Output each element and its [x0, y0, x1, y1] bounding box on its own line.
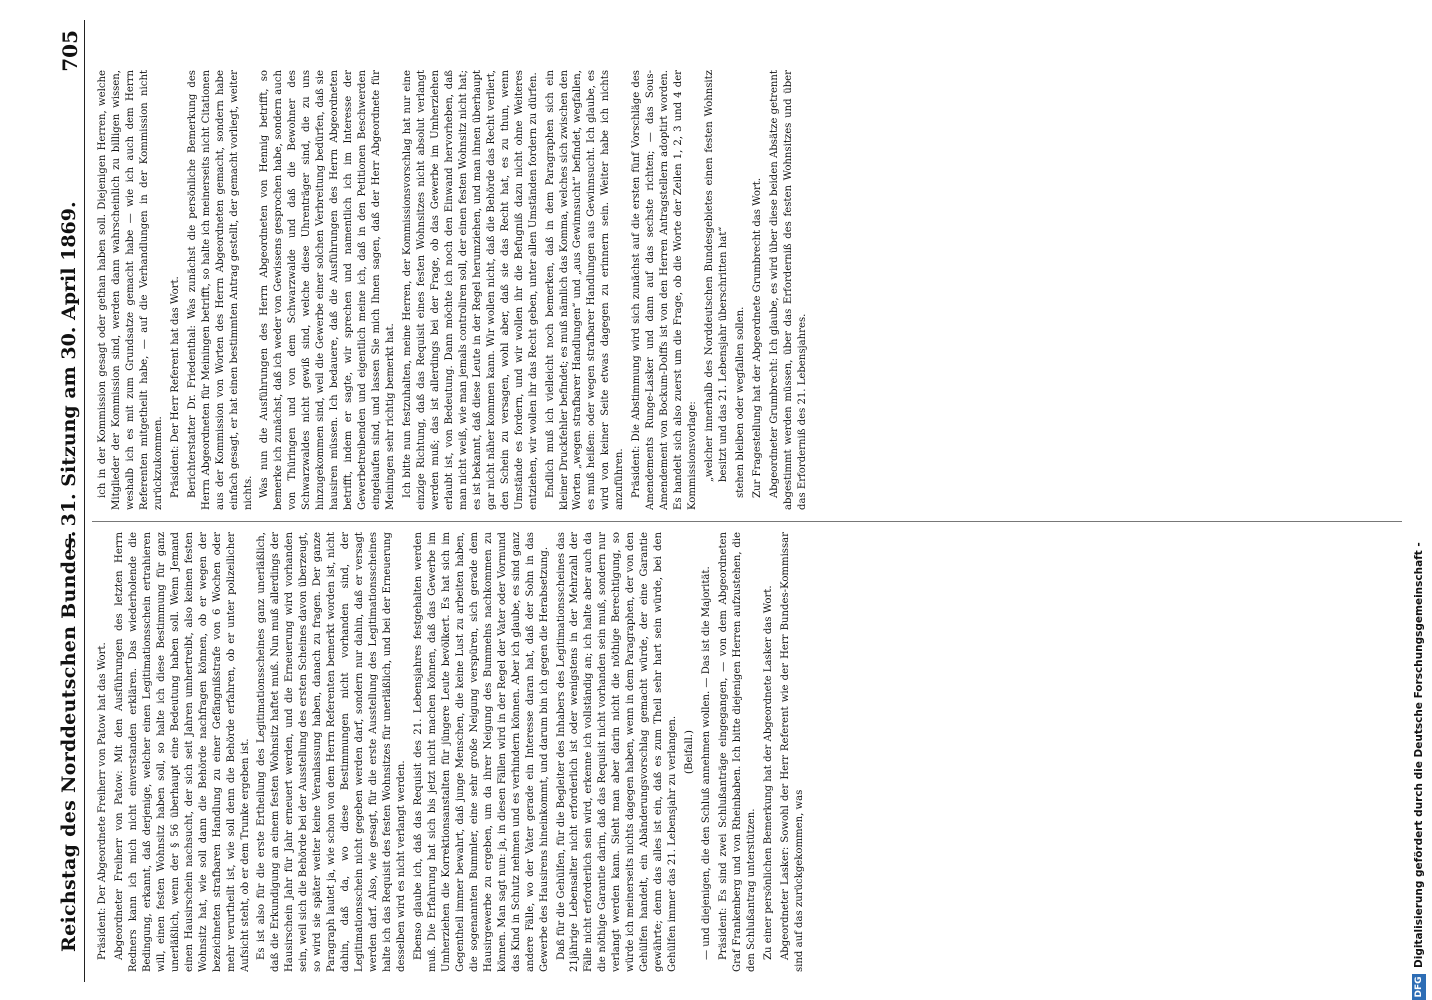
right-text-column	[96, 70, 1402, 510]
paragraph: Präsident: Es sind zwei Schlußanträge eingegangen, — von dem Abgeordneten Graf Frankenberg und von Rheinbaben. Ich bitte diejenigen Herren aufzustehen, die den Schlußantrag unterstützen.	[717, 532, 757, 972]
page-header	[56, 20, 85, 982]
header-session-date: — 31. Sitzung am 30. April 1869.	[58, 201, 80, 552]
paragraph: Zur Fragestellung hat der Abgeordnete Grumbrecht das Wort.	[751, 177, 763, 498]
paragraph-applause: (Beifall.)	[684, 730, 696, 774]
paragraph: Berichterstatter Dr. Friedenthal: Was zunächst die persönliche Bemerkung des Herrn Abgeordneten für Meiningen betrifft, so halte ich meinerseits nicht Citationen aus der Kommission von Worten des Herrn Abgeordneten gemacht, sondern habe einfach gesagt, er hat einen bestimmten Antrag gestellt, der gemacht vorliegt, weiter nichts.	[186, 70, 254, 510]
paragraph: Es ist also für die erste Ertheilung des Legitimationsscheines ganz unerläßlich, daß die Erkundigung an einem festen Wohnsitz haftet muß. Nun muß allerdings der Hausirschein Jahr für Jahr erneuert werden, und die Erneuerung wird vorhanden sein, weil sich die Behörde bei der Ausstellung des ersten Scheines davon überzeugt, so wird sie später weiter keine Veranlassung haben, danach zu fragen. Der ganze Paragraph lautet ja, wie schon von dem Herrn Referenten bemerkt worden ist, nicht dahin, daß da, wo diese Bestimmungen nicht vorhanden sind, der Legitimationsschein nicht gegeben werden darf, sondern nur dahin, daß er versagt werden darf. Also, wie gesagt, für die erste Ausstellung des Legitimationsscheines halte ich das Requisit des festen Wohnsitzes für unerläßlich, und bei der Erneuerung desselben wird es nicht verlangt werden.	[256, 532, 408, 972]
paragraph: Abgeordneter Grumbrecht: Ich glaube, es wird über diese beiden Absätze getrennt abgestimmt werden müssen, über das Erforderniß des festen Wohnsitzes und über das Erforderniß des 21. Lebensjahres.	[768, 70, 808, 510]
paragraph: — und diejenigen, die den Schluß annehmen wollen. — Das ist die Majorität.	[701, 566, 713, 960]
paragraph: Ich bitte nun festzuhalten, meine Herren, der Kommissionsvorschlag hat nur eine einzige Richtung, daß das Requisit eines festen Wohnsitzes nicht absolut verlangt werden muß; das ist allerdings bei der Frage, ob das Gewerbe im Umherziehen erlaubt ist, von Bedeutung. Dann möchte ich noch den Einwand hervorheben, daß man nicht weiß, wie man jemals controliren soll, der einen festen Wohnsitz nicht hat; es ist bekannt, daß diese Leute in der Regel herumziehen, und man ihnen überhaupt gar nicht näher kommen kann. Wir wollen nicht, daß die Behörde das Recht verliert, den Schein zu versagen, wohl aber, daß sie das Recht hat, es zu thun, wenn Umstände es fordern, und wir wollen ihr die Befugniß dazu nicht ohne Weiteres entziehen, wir wollen ihr das Recht geben, unter allen Umständen fordern zu dürfen.	[402, 70, 539, 510]
header-publication-title: Reichstag des Norddeutschen Bundes.	[58, 530, 80, 952]
paragraph: Abgeordneter Freiherr von Patow: Mit den Ausführungen des letzten Herrn Redners kann ich mich nicht einverstanden erklären. Das wiederholende die Bedingung, erkannt, daß derjenige, welcher einen Legitimationsschein ertrahieren will, einen festen Wohnsitz haben soll, so halte ich diese Bestimmung für ganz unerläßlich, wenn der § 56 überhaupt eine Bedeutung haben soll. Wenn Jemand einen Hausirschein nachsucht, der sich seit Jahren umhertreibt, also keinen festen Wohnsitz hat, wie soll dann die Behörde nachfragen können, ob er wegen der bezeichneten strafbaren Handlung zu einer Gefängnißstrafe von 6 Wochen oder mehr verurtheilt ist, wie soll denn die Behörde erfahren, ob er unter polizeilicher Aufsicht steht, ob er dem Trunke ergeben ist.	[113, 532, 251, 972]
paragraph: stehen bleiben oder wegfallen sollen.	[734, 306, 746, 498]
paragraph: Ebenso glaube ich, daß das Requisit des 21. Lebensjahres festgehalten werden muß. Die Erfahrung hat sich bis jetzt nicht machen können, daß das Gewerbe im Umherziehen die Korrektionsanstalten für jüngere Leute bevölkert. Es hat sich im Gegentheil immer bewahrt, daß junge Menschen, die keine Lust zu arbeiten haben, die sogenannten Bummler, eine sehr große Neigung verspüren, sich gerade dem Hausirgewerbe zu ergeben, um da ihrer Neigung des Bummelns nachkommen zu können. Man sagt nun: ja, in diesen Fällen wird in der Regel der Vater oder Vormund das Kind in Schutz nehmen und es verhindern können. Aber ich glaube, es sind ganz andere Fälle, wo der Vater gerade ein Interesse daran hat, daß der Sohn in das Gewerbe des Hausirens hineinkommt, und darum bin ich gegen die Herabsetzung.	[412, 532, 550, 972]
paragraph: Präsident: Die Abstimmung wird sich zunächst auf die ersten fünf Vorschläge des Amendements Runge-Lasker und dann auf das sechste richten; — das Sous-Amendement von Bockum-Dolffs ist von den Herren Antragstellern adoptirt worden. Es handelt sich also zuerst um die Frage, ob die Worte der Zeilen 1, 2, 3 und 4 der Kommissionsvorlage:	[631, 70, 699, 510]
column-divider	[92, 521, 1402, 522]
paragraph: Zu einer persönlichen Bemerkung hat der Abgeordnete Lasker das Wort.	[762, 585, 774, 960]
paragraph: ich in der Kommission gesagt oder gethan haben soll. Diejenigen Herren, welche Mitglieder der Kommission sind, werden dann wahrscheinlich zu billigen wissen, weshalb ich es mit zum Grundsatze gemacht habe — wie ich auch dem Herrn Referenten mitgetheilt habe, — auf die Verhandlungen in der Kommission nicht zurückzukommen.	[97, 70, 164, 510]
digitization-credit-bar	[1410, 0, 1430, 1000]
paragraph: Endlich muß ich vielleicht noch bemerken, daß in dem Paragraphen sich ein kleiner Druckfehler befindet; es muß nämlich das Komma, welches sich zwischen den Worten „wegen strafbarer Handlungen“ und „aus Gewinnsucht“ befindet, wegfallen, es muß heißen: oder wegen strafbarer Handlungen aus Gewinnsucht. Ich glaube, es wird von keiner Seite etwas dagegen zu erinnern sein. Weiter habe ich nichts anzuführen.	[544, 70, 626, 510]
left-text-column	[96, 532, 1402, 972]
page-number: 705	[58, 30, 82, 72]
paragraph-quote: „welcher innerhalb des Norddeutschen Bundesgebietes einen festen Wohnsitz besitzt und das 21. Lebensjahr überschritten hat“	[704, 70, 729, 482]
digitization-credit: Digitalisierung gefördert durch die Deutsche Forschungsgemeinschaft -	[1413, 542, 1425, 968]
paragraph: Daß für die Gehülfen, für die Begleiter des Inhabers des Legitimationsscheines das 21jährige Lebensalter nicht erforderlich ist oder wenigstens in der Mehrzahl der Fälle nicht erforderlich sein wird, erkenne ich vollständig an; ich halte aber auch da die nöthige Garantie darin, daß das Requisit nicht vorhanden sein muß, sondern nur verlangt werden kann. Sieht man aber darin nicht die nöthige Berechtigung, so würde ich meinerseits nichts dagegen haben, wenn in dem Paragraphen, der von den Gehülfen handelt, ein Abänderungsvorschlag gemacht würde, der eine Garantie gewährte; denn das alles ist ein, daß es zum Theil sehr hart sein würde, bei den Gehülfen immer das 21. Lebensjahr zu verlangen.	[555, 532, 679, 972]
paragraph: Abgeordneter Lasker: Sowohl der Herr Referent wie der Herr Bundes-Kommissar sind auf das zurückgekommen, was	[779, 532, 805, 972]
dfg-logo-badge: DFG	[1412, 974, 1426, 1000]
paragraph: Präsident: Der Abgeordnete Freiherr von Patow hat das Wort.	[97, 642, 108, 960]
paragraph: Was nun die Ausführungen des Herrn Abgeordneten von Hennig betrifft, so bemerke ich zunächst, daß ich weder von Gewissens gesprochen habe, sondern auch von Thüringen und von dem Schwarzwalde und daß die Bewohner des Schwarzwaldes nicht gewiß sind, welche diese Uhrenträger sind, die zu uns hinzugekommen sind, weil die Gewerbe einer solchen Verbreitung bedürfen, daß sie hausiren müssen. Ich bedauere, daß die Ausführungen des Herrn Abgeordneten betrifft, indem er sagte, wir sprechen und namentlich ich im Interesse der Gewerbetreibenden und eigentlich meine ich, daß in den Petitionen Beschwerden eingelaufen sind, und lassen Sie mich Ihnen sagen, daß der Herr Abgeordnete für Meiningen sehr richtig bemerkt hat.	[259, 70, 397, 510]
paragraph: Präsident: Der Herr Referent hat das Wort.	[169, 276, 181, 498]
